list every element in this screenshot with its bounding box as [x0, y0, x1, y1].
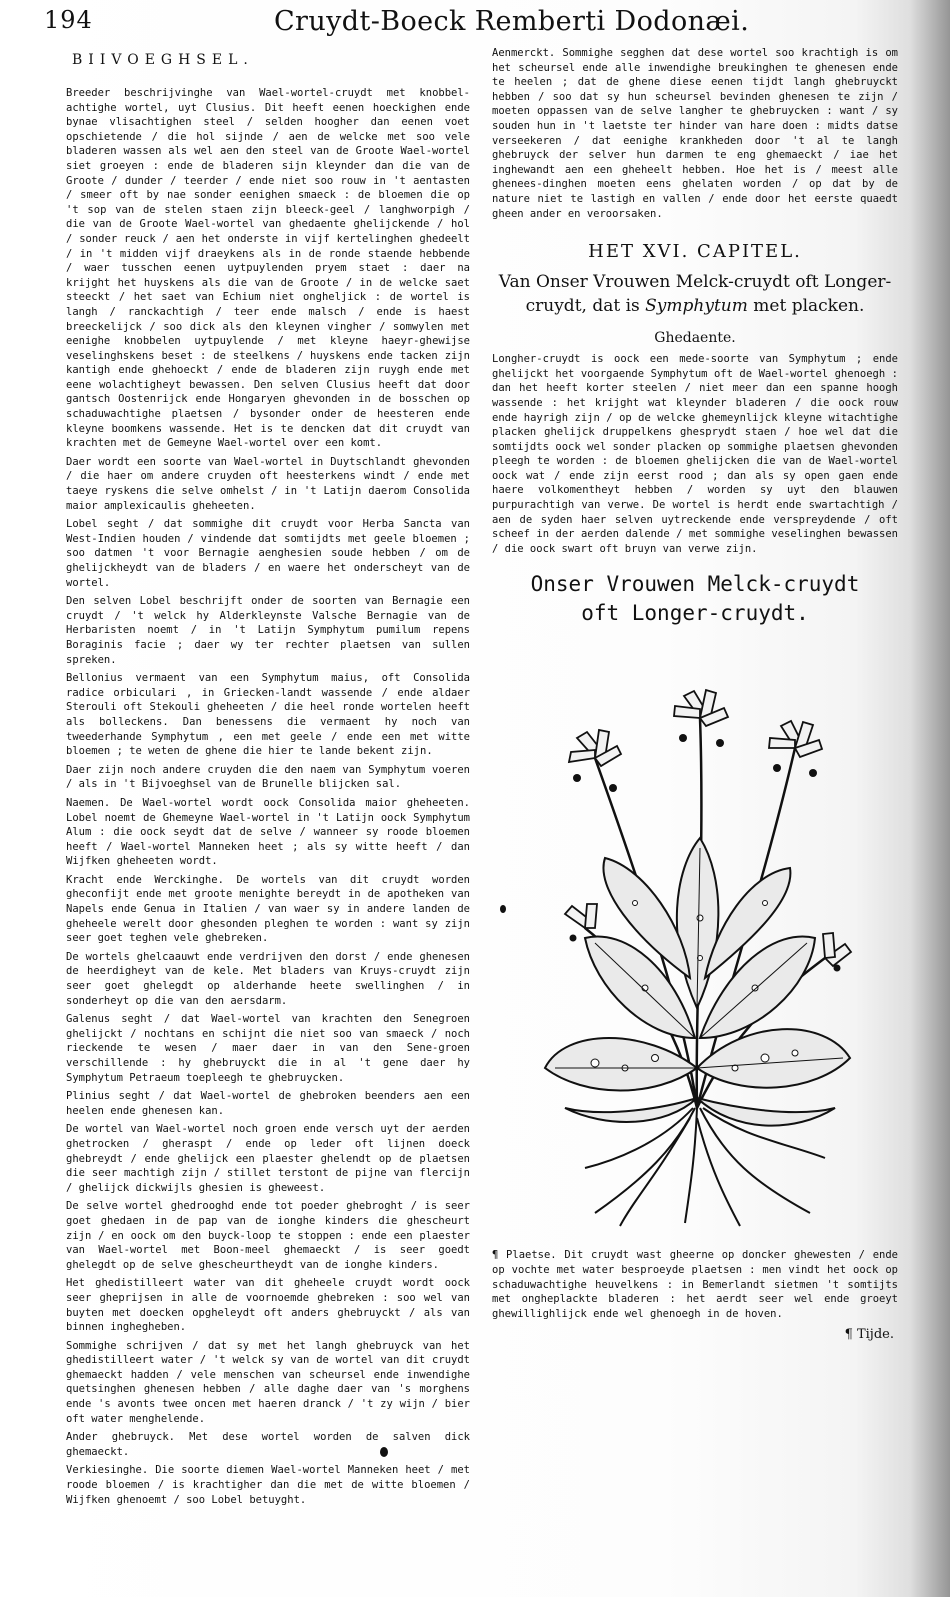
ink-dot-small — [500, 905, 506, 913]
chapter-heading: HET XVI. CAPITEL. — [588, 241, 802, 263]
figure-caption-line-2: oft Longer-cruydt. — [581, 601, 809, 626]
left-paragraph-naemen: Naemen. De Wael-wortel wordt oock Consolida maior gheheeten. Lobel noemt de Ghemeyne Wael-wortel in 't Latijn oock Symphytum Alum : die oock seydt dat de selve / wanneer sy roode bloemen heeft / Wael-wortel Manneken heet ; als sy witte heeft / dan Wijfken gheheeten wordt. — [66, 796, 470, 868]
running-title: Cruydt-Boeck Remberti Dodonæi. — [274, 6, 750, 37]
subtitle-line-2-post: met placken. — [747, 296, 865, 317]
right-column — [492, 46, 898, 1536]
left-paragraph-9: De wortels ghelcaauwt ende verdrijven den dorst / ende ghenesen de heerdigheyt van de kele. Met bladers van Kruys-cruydt zijn seer goet ghelegdt op alderhande heete swellinghen / in sonderheyt op die van den aersdarm. — [66, 950, 470, 1007]
left-paragraph-kracht: Kracht ende Werckinghe. De wortels van dit cruydt worden gheconfijt ende met groote menighte bereydt in de apotheken van Napels ende Genua in Italien / van waer sy in andere landen de gheheele werelt door ghesonden pleghen te worden : want sy zijn seer goet teghen vele ghebreken. — [66, 873, 470, 945]
left-paragraph-12: De wortel van Wael-wortel noch groen ende versch uyt der aerden ghetrocken / gheraspt / ende op leder oft lijnen doeck ghebreydt / ende ghelijck een plaester ghelendt op de plaetsen die seer machtigh zijn / stillet terstont de pijne van flercijn / ghelijck dickwijls ghesien is gheweest. — [66, 1123, 470, 1194]
subtitle-line-2-pre: cruydt, dat is — [525, 296, 646, 317]
left-paragraph-10: Galenus seght / dat Wael-wortel van krachten den Senegroen ghelijckt / nochtans en schijnt die niet soo van smaeck / noch rieckende te wesen / maer daer in van den Sene-groen verschillende : hy ghebruyckt die in al 't gene daer hy Symphytum Petraeum toepleegh te ghebruycken. — [66, 1013, 470, 1084]
catchword: ¶ Tijde. — [844, 1327, 894, 1343]
left-paragraph-6: Daer zijn noch andere cruyden die den naem van Symphytum voeren / als in 't Bijvoeghsel van de Brunelle blijcken sal. — [66, 763, 470, 791]
ink-dot — [380, 1447, 388, 1457]
section-title: BIIVOEGHSEL. — [72, 52, 254, 68]
figure-caption — [492, 570, 898, 628]
left-paragraph-2: Daer wordt een soorte van Wael-wortel in Duytschlandt ghevonden / die haer om andere cruyden oft heesterkens windt / ende met taeye ryskens die selve omhelst / in 't Latijn daerom Consolida maior amplexicaulis gheheeten. — [66, 455, 470, 512]
left-paragraph-3: Lobel seght / dat sommighe dit cruydt voor Herba Sancta van West-Indien houden / vindende dat somtijdts met geele bloemen ; soo datmen 't voor Bernagie aenghesien soude hebben / om de ghelijckheydt van de bladers / en waere het onderscheyt van de wortel. — [66, 518, 470, 589]
subtitle-line-2-italic: Symphytum — [645, 296, 748, 317]
plaetse-section — [492, 1248, 898, 1342]
plaetse-paragraph: ¶ Plaetse. Dit cruydt wast gheerne op doncker ghewesten / ende op vochte met water besproeyde plaetsen : men vindt het oock op schaduwachtighe heuvelkens : in Bemerlandt sietmen 't somtijts met ongheplackte bladeren : het aerdt seer wel ende groeyt ghewilligh​lijck ende wel ghenoegh in de hoven. — [492, 1249, 898, 1320]
left-paragraph-1: Breeder beschrijvinghe van Wael-wortel-cruydt met knobbel-achtighe wortel, uyt Clusius. Dit heeft eenen hoeckighen ende bynae vlisachtighen steel / selden hoogher dan eenen voet opschietende / die hol sijnde / aen de welcke met soo vele bladeren wassen als wel aen den steel van de Groote Wael-wortel siet groeyen : ende de bladeren sijn kleynder dan die van de Groote / dunder / teerder / ende niet soo rouw in 't aentasten / smeer oft by nae sonder eenighen smaeck : de bloemen die op 't sop van de stelen staen zijn bleeck-geel / langhworpigh / die van de Groote Wael-wortel van ghedaente ghelijckende / hol / sonder reuck / aen het onderste in vijf kertelinghen ghedeelt / in 't midden vijf draeykens als in de ronde staende hebbende / waer tusschen eenen uytpuylenden pryem staet : daer na krijght het huyskens als die van de Groote / in de welcke saet steeckt / het saet van Echium niet ongheljick : de wortel is langh / ranckachtigh / teer ende malsch / ende is haest breeckelijck / soo dick als den kleynen vingher / somwylen met eenighe knobbelen uytpuylende / met kleyne haeyr-ghewijse veselinghskens beset : de steelkens / huyskens ende tacken zijn kantigh ende ghehoeckt / ende de bladeren zijn ruygh ende met eene wolachtigheyt bewassen. Den selven Clusius heeft dat door gantsch Oostenrijck ende Hongaryen ghevonden in de bosschen op schaduwachtighe plaetsen / bysonder onder de heesteren ende kleyne boomkens wassende. Het is te dencken dat dit cruydt van krachten met de Gemeyne Wael-wortel over een komt. — [66, 87, 470, 450]
ghedaente-paragraph: Longher-cruydt is oock een mede-soorte van Symphytum ; ende ghelijckt het voorgaende Symphytum oft de Wael-wortel ghenoegh : dan het heeft korter steelen / niet meer dan een spanne hoogh wassende : het krijght wat kleynder bladeren / die oock rouw ende hayrigh zijn / op de welcke ghemeynlijck kleyne witachtighe placken ghelijck druppelkens ghesprydt staen / hoe wel dat die somtijdts oock wel sonder placken op sommighe plaetsen ghevonden pleegh te worden : de bloemen ghelijcken die van de Wael-wortel oock wat / ende zijn eerst rood ; dan als sy open gaen ende haere volkomentheyt hebben / worden sy uyt den blauwen purpurachtigh van verwe. De wortel is herdt ende swartachtigh / aen de syden haer selven uytreckende ende verspreydende / oft scheef in der aerden dalende / met sommighe veselinghen bewassen / die oock swart oft bruyn van verwe zijn. — [492, 353, 898, 555]
figure-caption-line-1: Onser Vrouwen Melck-cruydt — [530, 572, 860, 597]
ghedaente-label: Ghedaente. — [654, 330, 736, 347]
left-paragraph-ander: Ander ghebruyck. Met dese wortel worden de salven dick ghemaeckt. — [66, 1431, 470, 1458]
left-paragraph-14: Het ghedistilleert water van dit gheheele cruydt wordt oock seer gheprijsen in alle de voornoemde ghebreken : soo wel van buyten met doecken opgheleydt oft anders ghebruyckt / als van binnen inghegheben. — [66, 1277, 470, 1334]
chapter-subtitle — [492, 270, 898, 318]
left-paragraph-15: Sommighe schrijven / dat sy met het langh ghebruyck van het ghedistilleert water / 't welck sy van de wortel van dit cruydt ghemaeckt hadden / vele menschen van scheursel ende inwendighe quetsinghen ghenesen hebben / alle daghe daer van 's morghens ende 's avonts twee oncen met haeren dranck / 't zy wijn / bier oft water menghelende. — [66, 1339, 470, 1425]
left-paragraph-4: Den selven Lobel beschrijft onder de soorten van Bernagie een cruydt / 't welck hy Alderkleynste Valsche Bernagie van de Herbaristen noemt / in 't Latijn Symphytum pumilum repens Boraginis facie ; daer wy ter rechter plaetsen van sullen spreken. — [66, 595, 470, 666]
left-paragraph-13: De selve wortel ghedrooghd ende tot poeder ghebroght / is seer goet ghedaen in de pap van de ionghe kinders die ghescheurt zijn / en oock om den buyck-loop te stoppen : ende een plaester van Wael-wortel met Boon-meel ghemaeckt / is seer goedt ghelegdt op de selve ghescheurtheydt van de ionghe kinders. — [66, 1200, 470, 1271]
left-paragraph-verkiesinghe: Verkiesinghe. Die soorte diemen Wael-wortel Manneken heet / met roode bloemen / is krachtigher dan die met de witte bloemen / Wijfken ghenoemt / soo Lobel betuyght. — [66, 1464, 470, 1506]
aenmerckt-paragraph: Aenmerckt. Sommighe segghen dat dese wortel soo krachtigh is om het scheursel ende alle inwendighe breukinghen te ghenesen ende te heelen ; dat de ghene diese eenen tijdt langh ghebruyckt hebben / soo dat sy hun scheursel bevinden ghenesen te zijn / moeten oppassen van de selve langher te ghebruycken : want / sy souden hun in 't laetste ter hinder van hare doen : midts datse verseekeren / dat eenighe krankheden door 't al te langh ghebruyck der selver hun darmen te eng ghemaeckt / iae het inghewandt aen een gheheelt hebben. Hoe het is / meest alle ghenees-dinghen moeten eens ghelaten worden / op dat by de nature niet te lastigh en vallen / ende door het eerste quaedt gheen ander en veroorsaken. — [492, 47, 898, 220]
subtitle-line-1: Van Onser Vrouwen Melck-cruydt oft Longer- — [498, 272, 892, 293]
left-paragraph-11: Plinius seght / dat Wael-wortel de ghebroken beenders aen een heelen ende ghenesen kan. — [66, 1090, 470, 1117]
page-number: 194 — [44, 6, 93, 34]
page-edge-shadow — [910, 0, 950, 1597]
left-paragraph-5: Bellonius vermaent van een Symphytum maius, oft Consolida radice orbiculari , in Griecken-landt wassende / ende aldaer Sterouli oft Stekouli gheheeten / die heel ronde wortelen heeft als bolleckens. Dan benessens die vermaent hy noch van tweederhande Symphytum , een met geele / ende een met witte bloemen ; te weten de ghene die hier te lande bekent zijn. — [66, 672, 470, 758]
left-column — [66, 52, 470, 1532]
page-header — [44, 6, 924, 40]
plant-woodcut-illustration — [525, 638, 865, 1228]
